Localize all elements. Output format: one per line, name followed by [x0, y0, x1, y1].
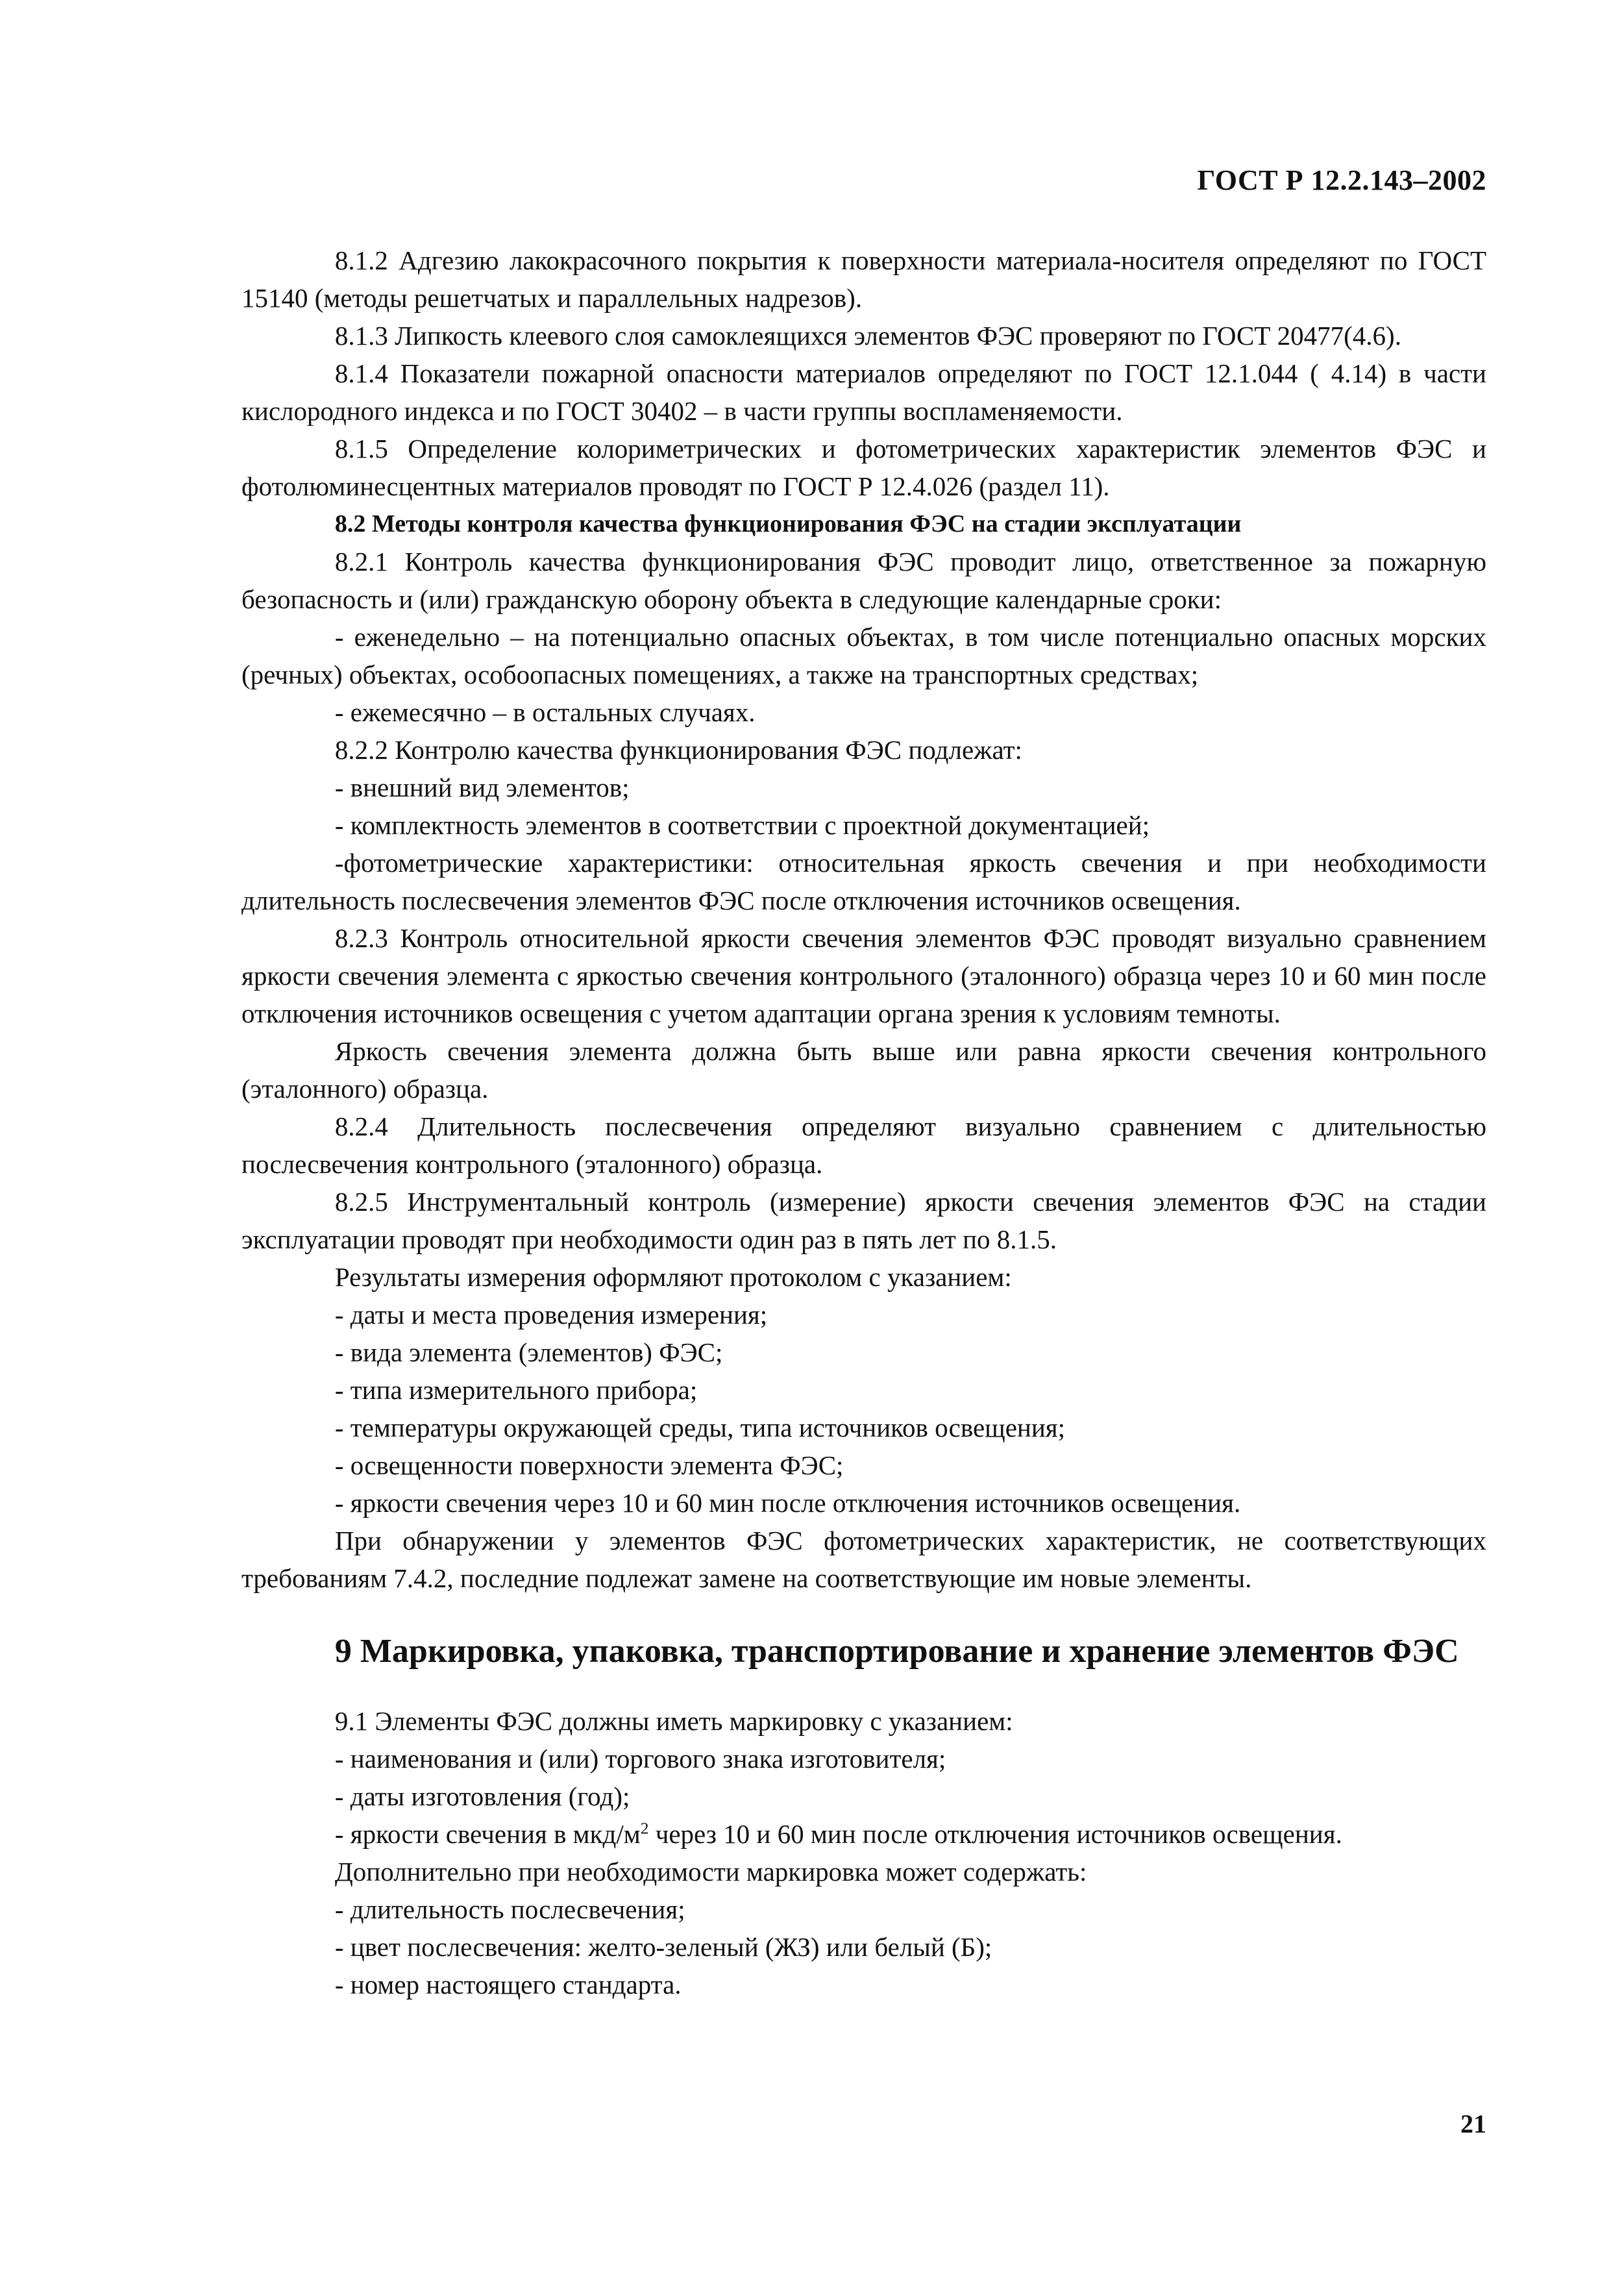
list-item: - еженедельно – на потенциально опасных объектах, в том числе потенциально опасных морских (речных) объектах, особоопасных помещениях, а также на транспортных средствах;: [241, 622, 1486, 689]
paragraph-8-1-5: 8.1.5 Определение колориметрических и фотометрических характеристик элементов ФЭС и фотолюминесцентных материалов проводят по ГОСТ Р 12.4.026 (раздел 11).: [241, 434, 1486, 501]
list-item-text: - яркости свечения в мкд/м: [334, 1819, 641, 1849]
list-item: - температуры окружающей среды, типа источников освещения;: [334, 1413, 1066, 1442]
page-number: 21: [1460, 2109, 1486, 2138]
section-heading-9: 9 Маркировка, упаковка, транспортирование и хранение элементов ФЭС: [334, 1633, 1459, 1670]
paragraph-8-2-5: 8.2.5 Инструментальный контроль (измерение) яркости свечения элементов ФЭС на стадии эксплуатации проводят при необходимости один раз в пять лет по 8.1.5.: [241, 1187, 1486, 1254]
paragraph-8-1-2: 8.1.2 Адгезию лакокрасочного покрытия к поверхности материала-носителя определяют по ГОСТ 15140 (методы решетчатых и параллельных надрезов).: [241, 245, 1486, 313]
list-item: - длительность послесвечения;: [334, 1894, 685, 1924]
list-item: - даты и места проведения измерения;: [334, 1300, 768, 1330]
paragraph-8-1-3: 8.1.3 Липкость клеевого слоя самоклеящихся элементов ФЭС проверяют по ГОСТ 20477(4.6).: [334, 321, 1401, 351]
paragraph-8-1-4: 8.1.4 Показатели пожарной опасности материалов определяют по ГОСТ 12.1.044 ( 4.14) в части кислородного индекса и по ГОСТ 30402 – в части группы воспламеняемости.: [241, 358, 1486, 426]
list-item: - цвет послесвечения: желто-зеленый (ЖЗ) или белый (Б);: [334, 1932, 992, 1962]
document-header: ГОСТ Р 12.2.143–2002: [1197, 164, 1486, 196]
list-item: - наименования и (или) торгового знака изготовителя;: [334, 1744, 946, 1774]
paragraph-9-1-additional: Дополнительно при необходимости маркировка может содержать:: [334, 1857, 1087, 1887]
list-item: - номер настоящего стандарта.: [334, 1970, 682, 1999]
list-item: - внешний вид элементов;: [334, 773, 630, 802]
list-item: - яркости свечения через 10 и 60 мин после отключения источников освещения.: [334, 1488, 1241, 1518]
paragraph-8-2-5-conclusion: При обнаружении у элементов ФЭС фотометрических характеристик, не соответствующих требованиям 7.4.2, последние подлежат замене на соответствующие им новые элементы.: [241, 1526, 1486, 1593]
list-item: - типа измерительного прибора;: [334, 1375, 698, 1405]
paragraph-8-2-2: 8.2.2 Контролю качества функционирования ФЭС подлежат:: [334, 735, 1022, 765]
list-item: - комплектность элементов в соответствии с проектной документацией;: [334, 810, 1150, 840]
list-item-text: через 10 и 60 мин после отключения источников освещения.: [648, 1819, 1342, 1849]
list-item: -фотометрические характеристики: относительная яркость свечения и при необходимости длительность послесвечения элементов ФЭС после отключения источников освещения.: [241, 848, 1486, 915]
list-item: - освещенности поверхности элемента ФЭС;: [334, 1450, 844, 1480]
paragraph-8-2-3-cont: Яркость свечения элемента должна быть выше или равна яркости свечения контрольного (эталонного) образца.: [241, 1036, 1486, 1104]
superscript: 2: [640, 1819, 649, 1838]
paragraph-8-2-4: 8.2.4 Длительность послесвечения определяют визуально сравнением с длительностью послесвечения контрольного (эталонного) образца.: [241, 1111, 1486, 1179]
paragraph-8-2-1: 8.2.1 Контроль качества функционирования ФЭС проводит лицо, ответственное за пожарную безопасность и (или) гражданскую оборону объекта в следующие календарные сроки:: [241, 547, 1486, 614]
paragraph-9-1: 9.1 Элементы ФЭС должны иметь маркировку с указанием:: [334, 1706, 1013, 1736]
paragraph-8-2-3: 8.2.3 Контроль относительной яркости свечения элементов ФЭС проводят визуально сравнением яркости свечения элемента с яркостью свечения контрольного (эталонного) образца через 10 и 60 мин после отключения источников освещения с учетом адаптации органа зрения к условиям темноты.: [241, 923, 1486, 1028]
paragraph-8-2-5-results: Результаты измерения оформляют протоколом с указанием:: [334, 1262, 1012, 1292]
subsection-heading-8-2: 8.2 Методы контроля качества функционирования ФЭС на стадии эксплуатации: [334, 510, 1242, 538]
list-item: - ежемесячно – в остальных случаях.: [334, 697, 756, 727]
document-body: [241, 241, 1486, 2003]
list-item: [241, 1815, 1486, 1853]
list-item: - вида элемента (элементов) ФЭС;: [334, 1337, 723, 1367]
list-item: - даты изготовления (год);: [334, 1781, 630, 1811]
